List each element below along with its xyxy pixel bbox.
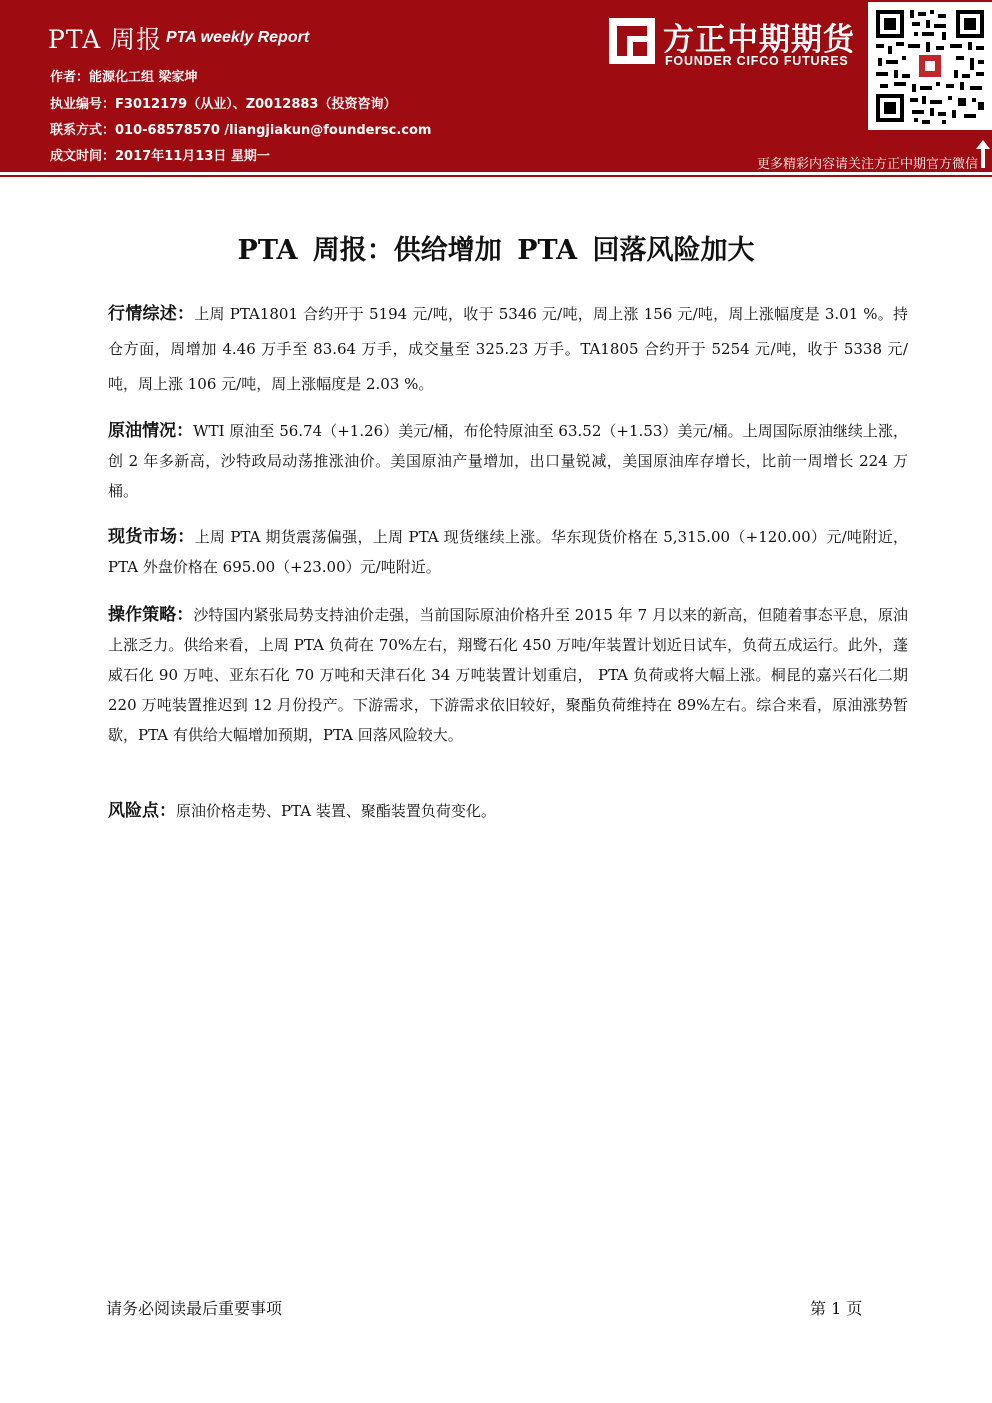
license-value: F3012179（从业）、Z0012883（投资咨询）: [115, 97, 397, 112]
section-risks: [108, 796, 908, 826]
date-value: 2017年11月13日 星期一: [115, 149, 270, 164]
logo-chinese-name: 方正中期期货: [663, 22, 855, 58]
section-market-overview: [108, 297, 908, 402]
contact-value[interactable]: 010-68578570 /liangjiakun@foundersc.com: [115, 123, 432, 138]
header-divider: [0, 175, 992, 177]
section-body: 沙特国内紧张局势支持油价走强，当前国际原油价格升至 2015 年 7 月以来的新高，但随着事态平息，原油上涨乏力。供给来看，上周 PTA 负荷在 70%左右，翔鹭石化 450 万吨/年装置计划近日试车，负荷五成运行。此外，蓬威石化 90 万吨、亚东石化 70 万吨和天津石化 34 万吨装置计划重启， PTA 负荷或将大幅上涨。桐昆的嘉兴石化二期 220 万吨装置推迟到 12 月份投产。下游需求，下游需求依旧较好，聚酯负荷维持在 89%左右。综合来看，原油涨势暂歇，PTA 有供给大幅增加预期，PTA 回落风险较大。: [108, 606, 909, 744]
section-heading: 操作策略：: [108, 605, 194, 625]
section-heading: 行情综述：: [108, 304, 195, 324]
license-line: [50, 93, 396, 112]
logo-mark-icon: [609, 18, 655, 64]
section-body: 上周 PTA 期货震荡偏强，上周 PTA 现货继续上涨。华东现货价格在 5,315.00（+120.00）元/吨附近，PTA 外盘价格在 695.00（+23.00）元/吨附近。: [108, 528, 909, 576]
section-strategy: [108, 600, 908, 750]
contact-label: 联系方式：: [50, 123, 116, 138]
section-spot-market: [108, 522, 908, 582]
logo-english-name: FOUNDER CIFCO FUTURES: [665, 54, 849, 68]
section-heading: 风险点：: [108, 801, 176, 821]
report-subtitle: PTA weekly Report: [166, 29, 310, 46]
author-line: [50, 66, 198, 85]
qr-code-icon: [868, 2, 992, 130]
section-crude-oil: [108, 416, 908, 506]
wechat-qr-code: [868, 2, 992, 130]
report-title: PTA 周报: [48, 25, 163, 54]
section-body: WTI 原油至 56.74（+1.26）美元/桶，布伦特原油至 63.52（+1.53）美元/桶。上周国际原油继续上涨，创 2 年多新高，沙特政局动荡推涨油价。美国原油产量增加，出口量锐减，美国原油库存增长，比前一周增长 224 万桶。: [108, 422, 908, 500]
section-body: 上周 PTA1801 合约开于 5194 元/吨，收于 5346 元/吨，周上涨 156 元/吨，周上涨幅度是 3.01 %。持仓方面，周增加 4.46 万手至 83.64 万手，成交量至 325.23 万手。TA1805 合约开于 5254 元/吨，收于 5338 元/吨，周上涨 106 元/吨，周上涨幅度是 2.03 %。: [108, 305, 909, 393]
page-number: 第 1 页: [810, 1299, 863, 1318]
footer-notice: 请务必阅读最后重要事项: [106, 1299, 283, 1318]
section-heading: 原油情况：: [108, 421, 194, 441]
date-line: [50, 145, 270, 164]
section-heading: 现货市场：: [108, 527, 195, 547]
date-label: 成文时间：: [50, 149, 116, 164]
arrow-up-icon: [976, 140, 990, 168]
section-body: 原油价格走势、PTA 装置、聚酯装置负荷变化。: [176, 802, 496, 820]
license-label: 执业编号：: [50, 97, 116, 112]
contact-line: [50, 119, 431, 138]
author-value: 能源化工组 梁家坤: [89, 70, 198, 85]
author-label: 作者：: [50, 70, 90, 85]
document-title: PTA 周报：供给增加 PTA 回落风险加大: [237, 235, 755, 266]
company-logo: [609, 14, 867, 74]
wechat-follow-note: 更多精彩内容请关注方正中期官方微信: [756, 157, 978, 172]
